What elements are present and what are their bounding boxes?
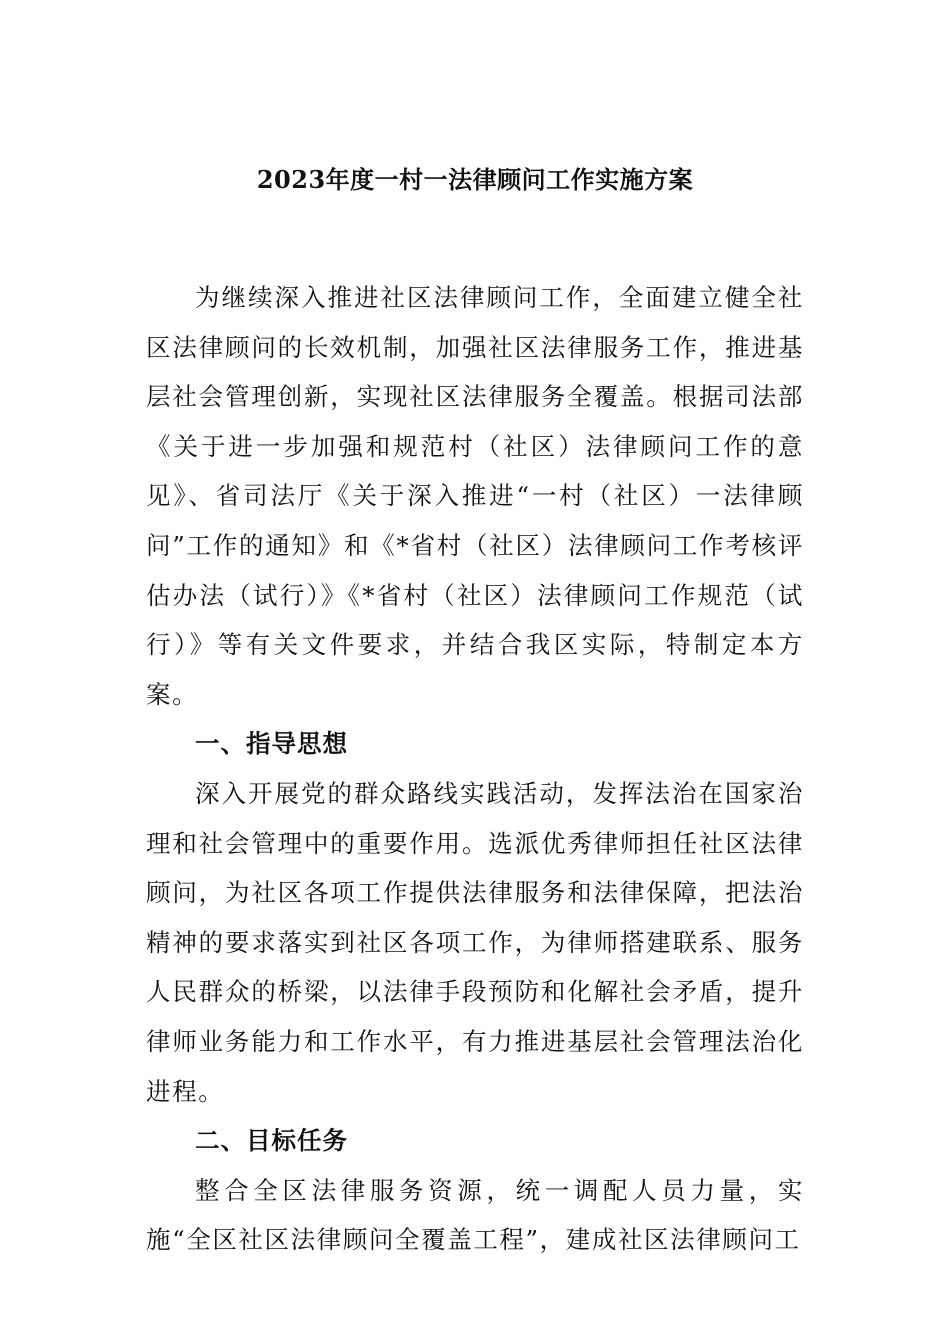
goals-tasks-paragraph: 整合全区法律服务资源，统一调配人员力量，实施“全区社区法律顾问全覆盖工程”，建成社区法律顾问工: [146, 1175, 804, 1255]
document-title: 2023年度一村一法律顾问工作实施方案: [256, 165, 694, 194]
section-heading-guiding-ideology: 一、指导思想: [195, 729, 348, 759]
section-heading-goals-tasks: 二、目标任务: [195, 1126, 348, 1156]
document-body: [146, 273, 804, 1265]
guiding-ideology-paragraph: 深入开展党的群众路线实践活动，发挥法治在国家治理和社会管理中的重要作用。选派优秀律师担任社区法律顾问，为社区各项工作提供法律服务和法律保障，把法治精神的要求落实到社区各项工作，为律师搭建联系、服务人民群众的桥梁，以法律手段预防和化解社会矛盾，提升律师业务能力和工作水平，有力推进基层社会管理法治化进程。: [146, 778, 804, 1106]
intro-paragraph: 为继续深入推进社区法律顾问工作，全面建立健全社区法律顾问的长效机制，加强社区法律服务工作，推进基层社会管理创新，实现社区法律服务全覆盖。根据司法部《关于进一步加强和规范村（社区）法律顾问工作的意见》、省司法厅《关于深入推进“一村（社区）一法律顾问”工作的通知》和《*省村（社区）法律顾问工作考核评估办法（试行）》《*省村（社区）法律顾问工作规范（试行）》等有关文件要求，并结合我区实际，特制定本方案。: [146, 283, 804, 709]
